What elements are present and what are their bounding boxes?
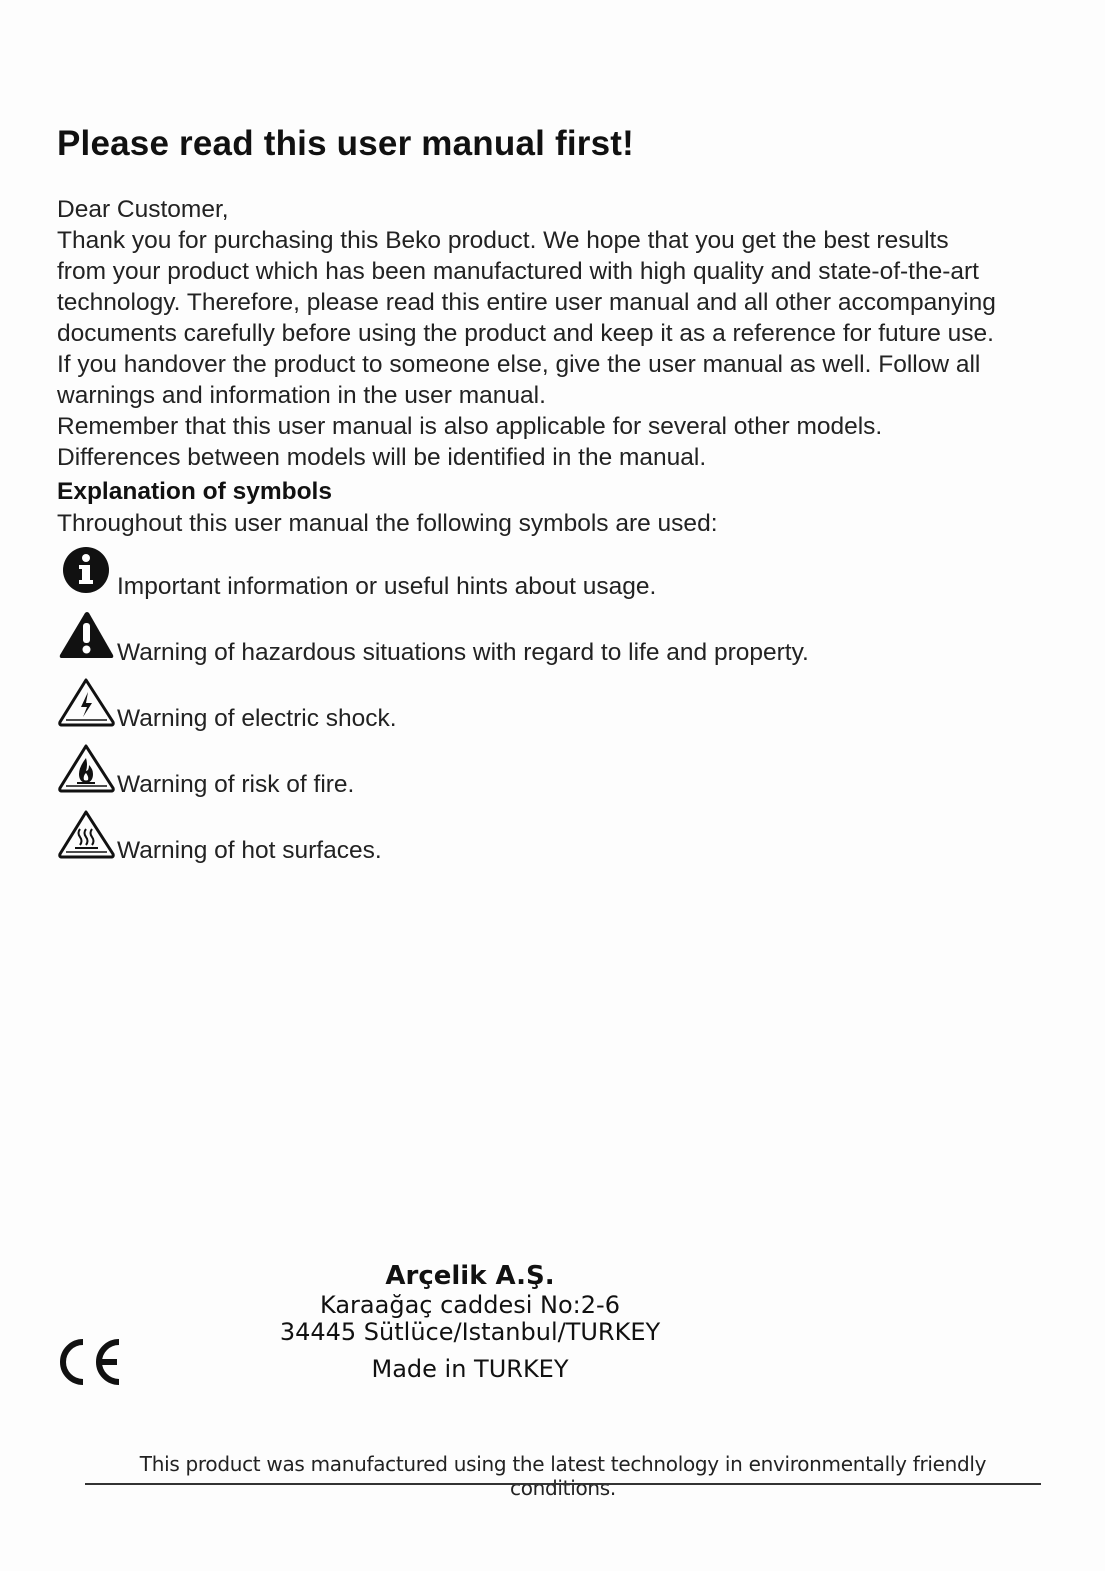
made-in-label: Made in TURKEY xyxy=(371,1355,569,1383)
footer-note: This product was manufactured using the latest technology in environmentally friendly conditions. xyxy=(139,1452,987,1500)
manufacturer-info xyxy=(270,1260,670,1383)
intro-line: Remember that this user manual is also applicable for several other models. xyxy=(57,413,883,440)
symbol-row-electric-shock xyxy=(57,677,957,737)
symbol-row-warning xyxy=(57,611,957,671)
intro-line: Differences between models will be identified in the manual. xyxy=(57,444,707,471)
intro-text xyxy=(57,194,1057,473)
ce-mark-icon xyxy=(56,1338,124,1386)
intro-line: documents carefully before using the product and keep it as a reference for future use. xyxy=(57,320,994,347)
symbol-row-hot-surface xyxy=(57,809,957,869)
symbol-label: Important information or useful hints about usage. xyxy=(117,573,657,600)
warning-icon xyxy=(57,611,117,671)
intro-line: Dear Customer, xyxy=(57,196,229,223)
symbols-intro: Throughout this user manual the following symbols are used: xyxy=(57,510,718,537)
page-title: Please read this user manual first! xyxy=(57,124,634,163)
footer-divider xyxy=(85,1483,1041,1485)
intro-line: Thank you for purchasing this Beko product. We hope that you get the best results xyxy=(57,227,949,254)
symbol-label: Warning of risk of fire. xyxy=(117,771,355,798)
symbols-heading: Explanation of symbols xyxy=(57,478,332,505)
electric-shock-icon xyxy=(57,677,117,737)
symbol-row-fire xyxy=(57,743,957,803)
manufacturer-address-line1: Karaağaç caddesi No:2-6 xyxy=(320,1291,620,1319)
info-icon xyxy=(57,545,117,605)
intro-line: from your product which has been manufactured with high quality and state-of-the-art xyxy=(57,258,979,285)
intro-line: technology. Therefore, please read this entire user manual and all other accompanying xyxy=(57,289,996,316)
symbol-label: Warning of electric shock. xyxy=(117,705,397,732)
hot-surface-icon xyxy=(57,809,117,869)
symbol-label: Warning of hot surfaces. xyxy=(117,837,382,864)
intro-line: If you handover the product to someone else, give the user manual as well. Follow all xyxy=(57,351,981,378)
manufacturer-address-line2: 34445 Sütlüce/Istanbul/TURKEY xyxy=(279,1318,661,1346)
symbol-row-info xyxy=(57,545,957,605)
fire-icon xyxy=(57,743,117,803)
manufacturer-name: Arçelik A.Ş. xyxy=(385,1261,555,1291)
symbol-label: Warning of hazardous situations with regard to life and property. xyxy=(117,639,809,666)
intro-line: warnings and information in the user manual. xyxy=(57,382,546,409)
